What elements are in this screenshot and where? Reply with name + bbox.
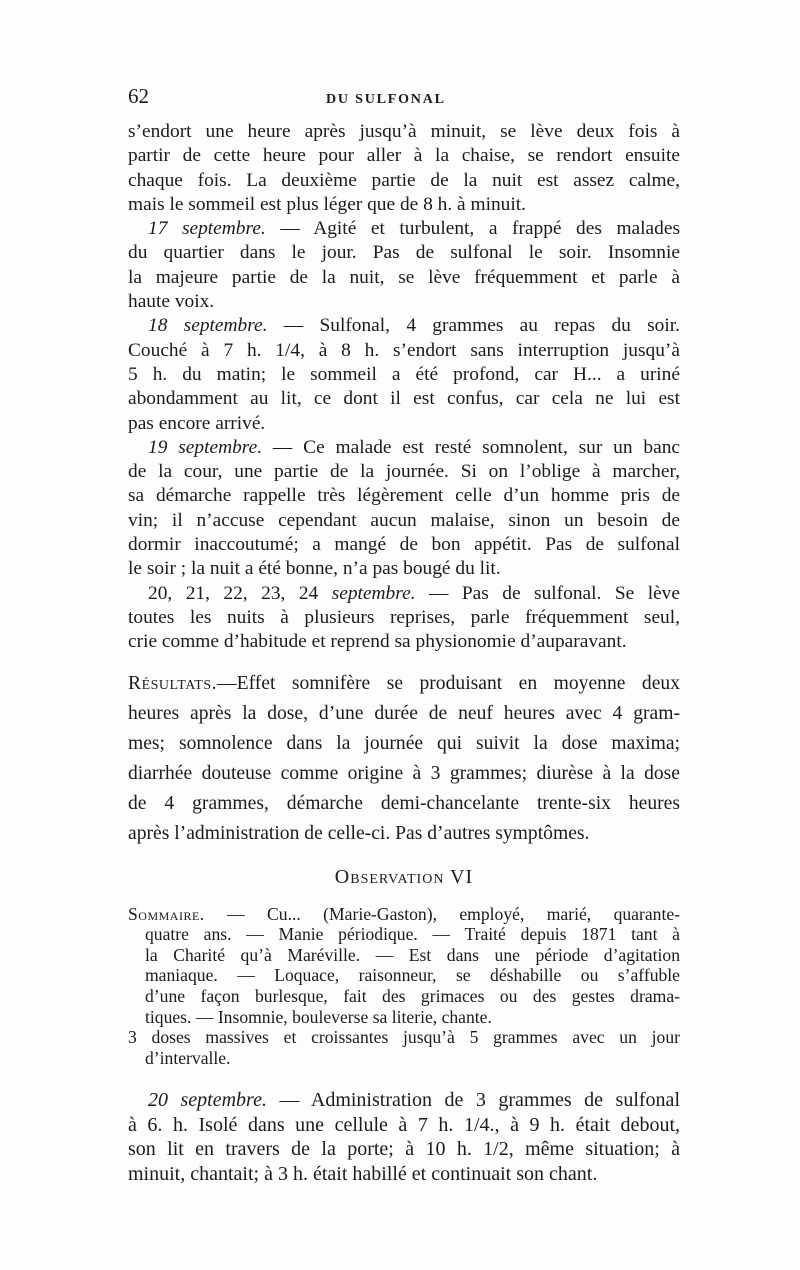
- text-line: heures après la dose, d’une durée de neuf heures avec 4 gram-: [128, 702, 680, 724]
- text-line: pas encore arrivé.: [128, 412, 266, 434]
- date-label: 19 septembre.: [148, 436, 263, 458]
- text-line: le soir ; la nuit a été bonne, n’a pas bougé du lit.: [128, 558, 501, 580]
- text-line: tiques. — Insomnie, bouleverse sa literie, chante.: [145, 1006, 492, 1027]
- paragraph-20-septembre: [128, 1088, 680, 1186]
- paragraph-18-septembre: [128, 314, 680, 435]
- date-label: septembre.: [331, 582, 416, 604]
- text-line: [128, 904, 680, 925]
- results-label: Résultats.: [128, 672, 218, 694]
- running-title: DU SULFONAL: [326, 92, 446, 107]
- text-line: maniaque. — Loquace, raisonneur, se déshabille ou s’affuble: [145, 965, 680, 986]
- text-line: chaque fois. La deuxième partie de la nuit est assez calme,: [128, 169, 680, 191]
- date-numbers: 20, 21, 22, 23, 24: [148, 582, 332, 604]
- line-text: — Ce malade est resté somnolent, sur un banc: [262, 436, 680, 458]
- text-line: s’endort une heure après jusqu’à minuit, se lève deux fois à: [128, 121, 680, 142]
- text-line: minuit, chantait; à 3 h. était habillé et continuait son chant.: [128, 1162, 598, 1185]
- line-text: — Administration de 3 grammes de sulfonal: [266, 1089, 680, 1112]
- text-line: toutes les nuits à plusieurs reprises, parle fréquemment seul,: [128, 606, 680, 628]
- text-line: [128, 436, 680, 460]
- paragraph-20-24-septembre: [128, 582, 680, 655]
- text-line: mes; somnolence dans la journée qui suivit la dose maxima;: [128, 732, 680, 754]
- text-line: partir de cette heure pour aller à la chaise, se rendort ensuite: [128, 145, 680, 167]
- text-line: [128, 1088, 680, 1113]
- date-label: 18 septembre.: [148, 315, 268, 337]
- paragraph-17-septembre: [128, 217, 680, 314]
- text-line: dormir inaccoutumé; a mangé de bon appétit. Pas de sulfonal: [128, 534, 680, 556]
- date-label: 20 septembre.: [148, 1089, 267, 1112]
- text-line: du quartier dans le jour. Pas de sulfonal le soir. Insomnie: [128, 242, 680, 264]
- text-line: abondamment au lit, ce dont il est confus, car cela ne lui est: [128, 388, 680, 410]
- text-line: Couché à 7 h. 1/4, à 8 h. s’endort sans interruption jusqu’à: [128, 339, 680, 361]
- paragraph-continuation: [128, 120, 680, 217]
- text-line: 5 h. du matin; le sommeil a été profond, car H... a uriné: [128, 363, 680, 385]
- text-line: vin; il n’accuse cependant aucun malaise, sinon un besoin de: [128, 509, 680, 531]
- paragraph-19-septembre: [128, 436, 680, 582]
- text-line: mais le sommeil est plus léger que de 8 h. à minuit.: [128, 193, 526, 215]
- results-paragraph: [128, 669, 680, 849]
- line-text: — Cu... (Marie-Gaston), employé, marié, quarante-: [204, 903, 680, 924]
- line-text: —Effet somnifère se produisant en moyenne deux: [217, 672, 680, 694]
- observation-heading: Observation VI: [334, 865, 474, 888]
- text-line: [128, 217, 680, 241]
- line-text: — Sulfonal, 4 grammes au repas du soir.: [267, 315, 680, 337]
- text-line: [128, 582, 680, 606]
- text-line: de 4 grammes, démarche demi-chancelante trente-six heures: [128, 792, 680, 814]
- summary-label: Sommaire.: [128, 903, 205, 924]
- line-text: — Agité et turbulent, a frappé des malades: [265, 218, 680, 240]
- text-line: d’une façon burlesque, fait des grimaces ou des gestes drama-: [145, 985, 680, 1006]
- text-line: son lit en travers de la porte; à 10 h. 1/2, même situation; à: [128, 1138, 680, 1161]
- line-text: — Pas de sulfonal. Se lève: [415, 582, 680, 604]
- page-number: 62: [128, 84, 149, 108]
- date-label: 17 septembre.: [148, 218, 266, 240]
- text-line: après l’administration de celle-ci. Pas d’autres symptômes.: [128, 822, 590, 844]
- text-line: haute voix.: [128, 291, 215, 313]
- text-line: à 6. h. Isolé dans une cellule à 7 h. 1/4., à 9 h. était debout,: [128, 1113, 680, 1136]
- summary-block: [128, 904, 680, 1069]
- text-line: [128, 669, 680, 699]
- text-line: crie comme d’habitude et reprend sa physionomie d’auparavant.: [128, 631, 627, 653]
- text-line: d’intervalle.: [145, 1047, 231, 1068]
- text-line: quatre ans. — Manie périodique. — Traité depuis 1871 tant à: [145, 924, 680, 945]
- running-head: [128, 84, 680, 114]
- text-line: diarrhée douteuse comme origine à 3 grammes; diurèse à la dose: [128, 762, 680, 784]
- text-line: de la cour, une partie de la journée. Si on l’oblige à marcher,: [128, 461, 680, 483]
- text-line: la majeure partie de la nuit, se lève fréquemment et parle à: [128, 266, 680, 288]
- text-line: la Charité qu’à Maréville. — Est dans une période d’agitation: [145, 944, 680, 965]
- text-line: [128, 314, 680, 338]
- text-line: sa démarche rappelle très légèrement celle d’un homme pris de: [128, 485, 680, 507]
- text-line: 3 doses massives et croissantes jusqu’à 5 grammes avec un jour: [128, 1027, 680, 1048]
